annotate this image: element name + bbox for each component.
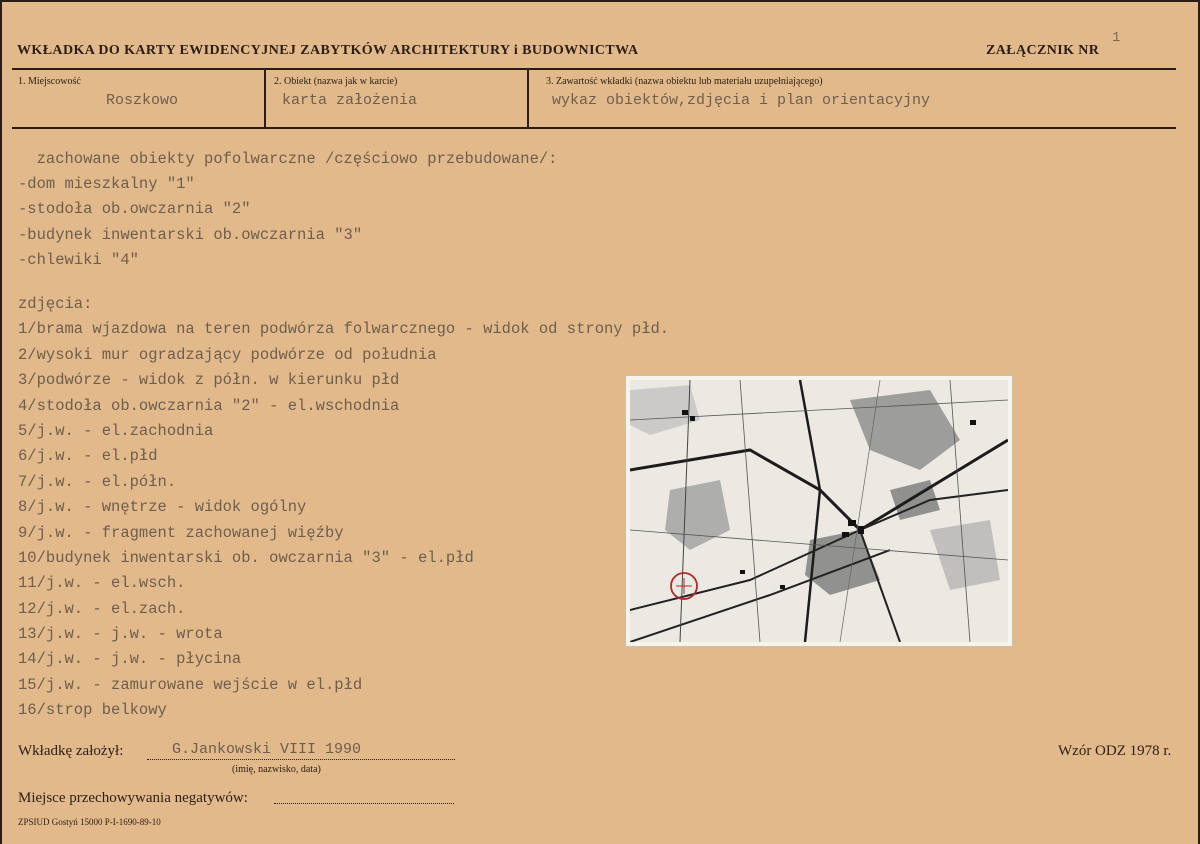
- negatives-line: [274, 803, 454, 804]
- content-label: 3. Zawartość wkładki (nazwa obiektu lub materiału uzupełniającego): [546, 76, 823, 87]
- body-line: 15/j.w. - zamurowane wejście w el.płd: [18, 676, 363, 694]
- created-by-value: G.Jankowski VIII 1990: [172, 741, 362, 758]
- body-line: 16/strop belkowy: [18, 701, 167, 719]
- card-title: WKŁADKA DO KARTY EWIDENCYJNEJ ZABYTKÓW ARCHITEKTURY i BUDOWNICTWA: [17, 43, 639, 58]
- body-line: 9/j.w. - fragment zachowanej więźby: [18, 524, 344, 542]
- created-by-hint: (imię, nazwisko, data): [232, 764, 321, 775]
- place-value: Roszkowo: [106, 92, 179, 109]
- body-line: -chlewiki "4": [18, 251, 139, 269]
- map-image: [630, 380, 1008, 642]
- body-line: 2/wysoki mur ogradzający podwórze od południa: [18, 346, 437, 364]
- field-divider-1: [264, 69, 266, 128]
- fields-rule: [12, 127, 1176, 129]
- field-divider-2: [527, 69, 529, 128]
- header-rule: [12, 68, 1176, 70]
- body-line: -stodoła ob.owczarnia "2": [18, 200, 251, 218]
- body-line: 8/j.w. - wnętrze - widok ogólny: [18, 498, 307, 516]
- body-line: 14/j.w. - j.w. - płycina: [18, 650, 242, 668]
- content-value: wykaz obiektów,zdjęcia i plan orientacyjny: [552, 92, 931, 109]
- body-line: zdjęcia:: [18, 295, 93, 313]
- body-line: -dom mieszkalny "1": [18, 175, 195, 193]
- body-line: 4/stodoła ob.owczarnia "2" - el.wschodnia: [18, 397, 400, 415]
- created-by-line: [147, 759, 455, 760]
- printer-imprint: ZPSIUD Gostyń 15000 P-I-1690-89-10: [18, 817, 161, 827]
- body-line: zachowane obiekty pofolwarczne /częściowo przebudowane/:: [18, 150, 558, 168]
- body-line: 11/j.w. - el.wsch.: [18, 574, 186, 592]
- created-by-label: Wkładkę założył:: [18, 743, 124, 759]
- attachment-label: ZAŁĄCZNIK NR: [986, 43, 1100, 58]
- attachment-number: 1: [1112, 30, 1121, 46]
- place-label: 1. Miejscowość: [18, 76, 81, 87]
- body-line: 7/j.w. - el.półn.: [18, 473, 177, 491]
- body-line: 13/j.w. - j.w. - wrota: [18, 625, 223, 643]
- object-label: 2. Obiekt (nazwa jak w karcie): [274, 76, 398, 87]
- template-label: Wzór ODZ 1978 r.: [1058, 743, 1172, 759]
- body-line: -budynek inwentarski ob.owczarnia "3": [18, 226, 363, 244]
- negatives-label: Miejsce przechowywania negatywów:: [18, 790, 248, 806]
- body-line: 12/j.w. - el.zach.: [18, 600, 186, 618]
- body-line: 5/j.w. - el.zachodnia: [18, 422, 214, 440]
- object-value: karta założenia: [282, 92, 418, 109]
- body-line: 10/budynek inwentarski ob. owczarnia "3" - el.płd: [18, 549, 474, 567]
- body-line: 1/brama wjazdowa na teren podwórza folwarcznego - widok od strony płd.: [18, 320, 670, 338]
- body-line: 6/j.w. - el.płd: [18, 447, 158, 465]
- map-photo: [626, 376, 1012, 646]
- body-line: 3/podwórze - widok z półn. w kierunku płd: [18, 371, 400, 389]
